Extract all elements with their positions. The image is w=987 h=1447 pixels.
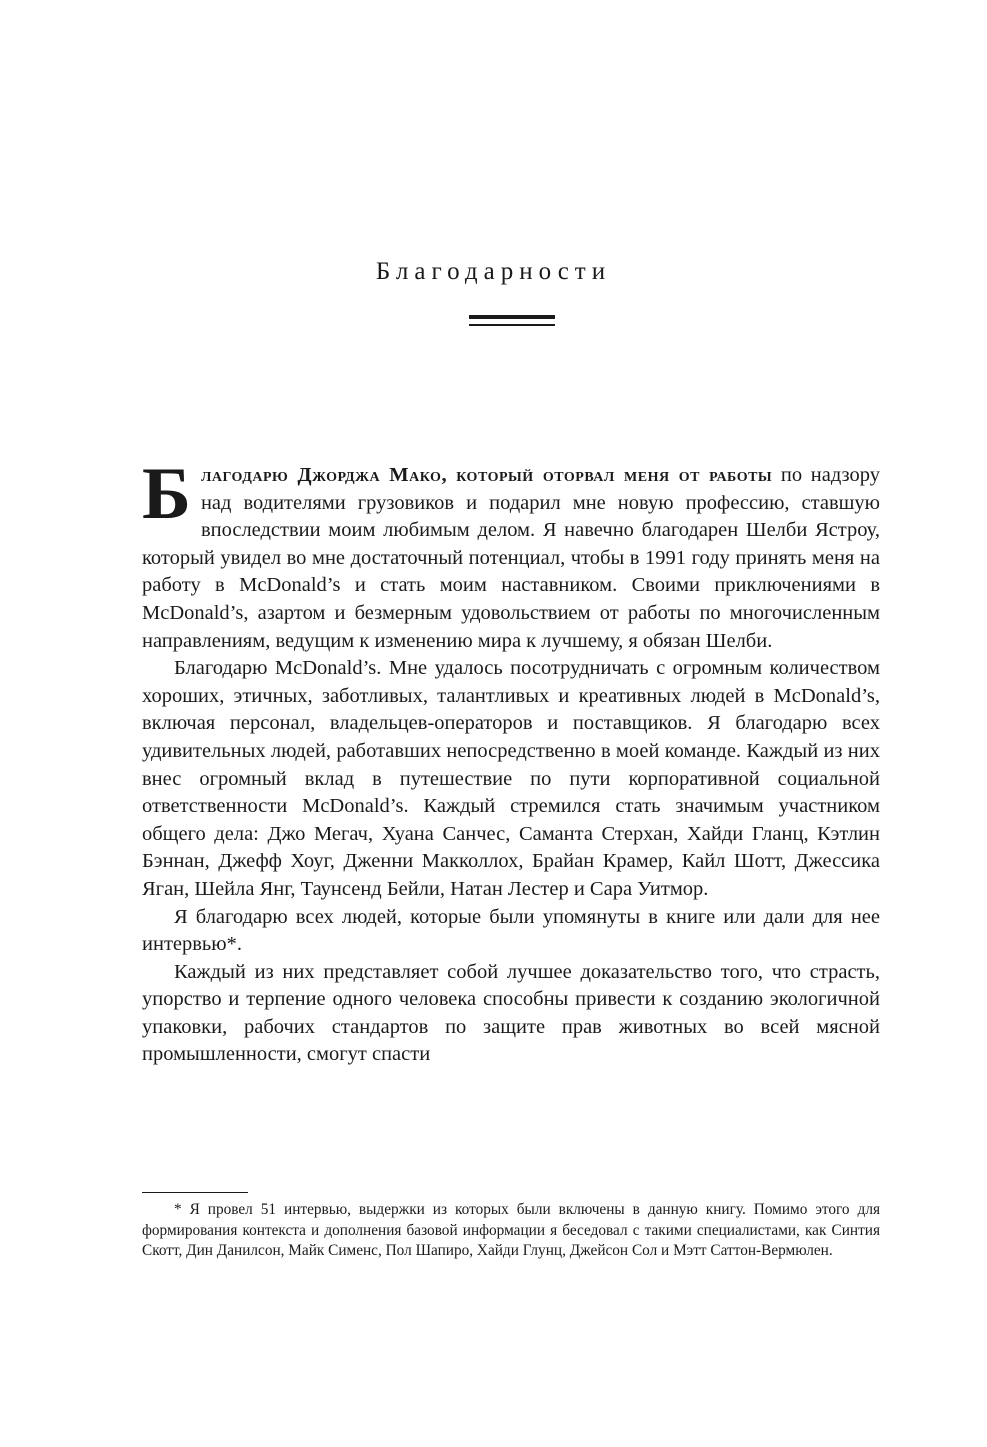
drop-cap: Б <box>142 453 191 535</box>
paragraph-2: Благодарю McDonald’s. Мне удалось посотрудничать с огромным количеством хороших, этичных, заботливых, талантливых и креативных людей в McDonald’s, включая персонал, владельцев-операторов и поставщиков. Я благодарю всех удивительных людей, работавших непосредственно в моей команде. Каждый из них внес огромный вклад в путешествие по пути корпоративной социальной ответственности McDonald’s. Каждый стремился стать значимым участником общего дела: Джо Мегач, Хуана Санчес, Саманта Стерхан, Хайди Гланц, Кэтлин Бэннан, Джефф Хоуг, Дженни Макколлох, Брайан Крамер, Кайл Шотт, Джессика Яган, Шейла Янг, Таунсенд Бейли, Натан Лестер и Сара Уитмор. <box>142 657 880 900</box>
paragraph-1-text: по надзору над водителями грузовиков и подарил мне новую профессию, ставшую впоследствии моим любимым делом. Я навечно благодарен Шелби Ястроу, который увидел во мне достаточный потенциал, чтобы в 1991 году принять меня на работу в McDonald’s и стать моим наставником. Своими приключениями в McDonald’s, азартом и безмерным удовольствием от работы по многочисленным направлениям, ведущим к изменению мира к лучшему, я обязан Шелби. <box>142 464 880 652</box>
page-title: Благодарности <box>375 258 612 285</box>
paragraph-1 <box>142 453 880 655</box>
body-text <box>142 453 880 1069</box>
lead-in-smallcaps: лагодарю Джорджа Мако, который оторвал меня от работы <box>200 464 773 486</box>
title-rule-thin <box>469 324 555 326</box>
paragraph-4: Каждый из них представляет собой лучшее доказательство того, что страсть, упорство и терпение одного человека способны привести к созданию экологичной упаковки, рабочих стандартов по защите прав животных во всей мясной промышленности, смогут спасти <box>142 960 880 1066</box>
paragraph-3: Я благодарю всех людей, которые были упомянуты в книге или дали для нее интервью*. <box>142 905 880 956</box>
footnote: * Я провел 51 интервью, выдержки из которых были включены в данную книгу. Помимо этого для формирования контекста и дополнения базовой информации я беседовал с такими специалистами, как Синтия Скотт, Дин Данилсон, Майк Сименс, Пол Шапиро, Хайди Глунц, Джейсон Сол и Мэтт Саттон-Вермюлен. <box>142 1201 880 1260</box>
footnote-rule <box>142 1192 248 1193</box>
title-rule-thick <box>469 315 555 319</box>
